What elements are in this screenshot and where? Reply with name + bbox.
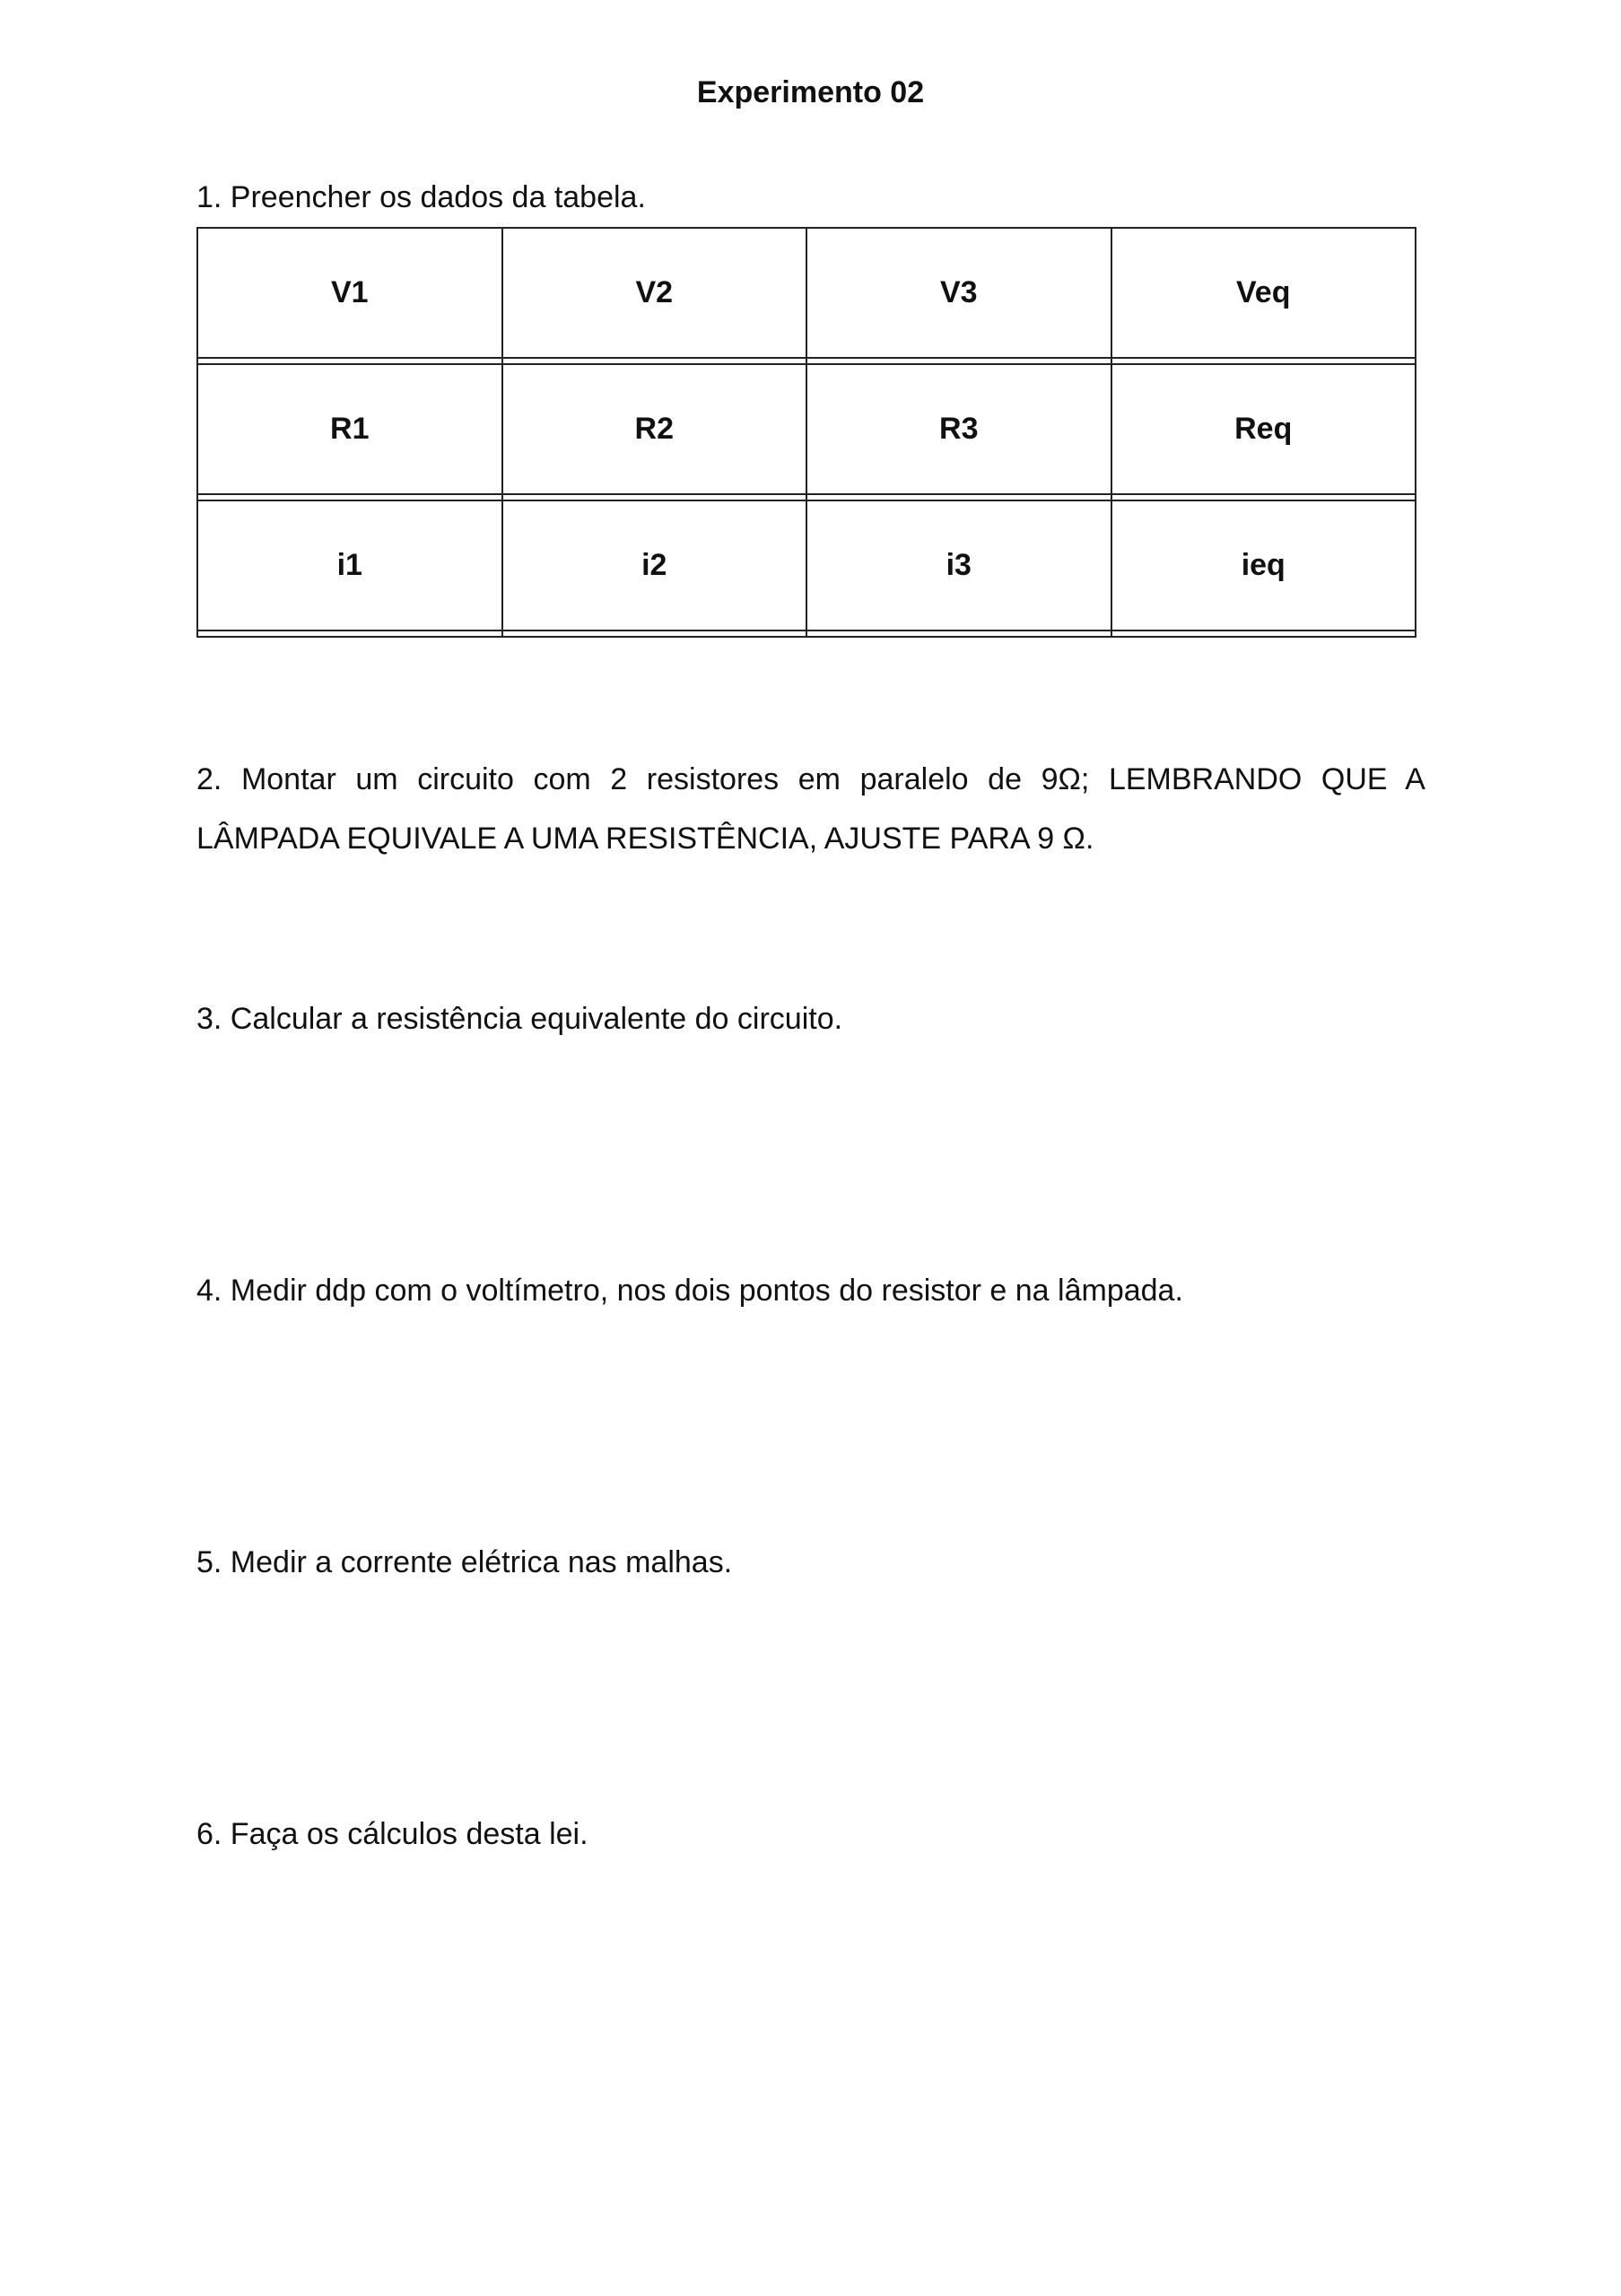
item-3-instruction: 3. Calcular a resistência equivalente do circuito. <box>196 1002 843 1036</box>
table-empty-cell <box>1111 494 1416 500</box>
table-empty-cell <box>502 494 807 500</box>
item-6-instruction: 6. Faça os cálculos desta lei. <box>196 1817 588 1851</box>
table-empty-row-voltage <box>197 358 1416 364</box>
table-empty-cell <box>197 631 502 637</box>
table-header-cell: V2 <box>502 228 807 358</box>
table-header-cell: R3 <box>806 364 1111 494</box>
table-empty-cell <box>502 358 807 364</box>
table-header-cell: i3 <box>806 500 1111 631</box>
document-title: Experimento 02 <box>696 75 925 109</box>
item-5-instruction: 5. Medir a corrente elétrica nas malhas. <box>196 1545 733 1579</box>
table-header-row-resistance <box>197 364 1416 494</box>
table-empty-row-resistance <box>197 494 1416 500</box>
table-header-row-current <box>197 500 1416 631</box>
table-empty-cell <box>806 494 1111 500</box>
table-header-cell: i2 <box>502 500 807 631</box>
table-empty-cell <box>1111 358 1416 364</box>
table-header-cell: V1 <box>197 228 502 358</box>
table-empty-cell <box>1111 631 1416 637</box>
table-empty-row-current <box>197 631 1416 637</box>
table-empty-cell <box>806 358 1111 364</box>
table-empty-cell <box>197 358 502 364</box>
table-header-cell: ieq <box>1111 500 1416 631</box>
item-1-instruction: 1. Preencher os dados da tabela. <box>196 180 646 214</box>
table-header-cell: i1 <box>197 500 502 631</box>
table-empty-cell <box>502 631 807 637</box>
item-4-instruction: 4. Medir ddp com o voltímetro, nos dois pontos do resistor e na lâmpada. <box>196 1274 1183 1308</box>
table-empty-cell <box>806 631 1111 637</box>
table-header-cell: R2 <box>502 364 807 494</box>
item-2-instruction: 2. Montar um circuito com 2 resistores em paralelo de 9Ω; LEMBRANDO QUE A LÂMPADA EQUIVALE A UMA RESISTÊNCIA, AJUSTE PARA 9 Ω. <box>196 762 1425 856</box>
table-header-cell: Req <box>1111 364 1416 494</box>
table-header-cell: R1 <box>197 364 502 494</box>
table-header-cell: V3 <box>806 228 1111 358</box>
data-table <box>196 227 1416 638</box>
table-header-cell: Veq <box>1111 228 1416 358</box>
table-empty-cell <box>197 494 502 500</box>
table-header-row-voltage <box>197 228 1416 358</box>
